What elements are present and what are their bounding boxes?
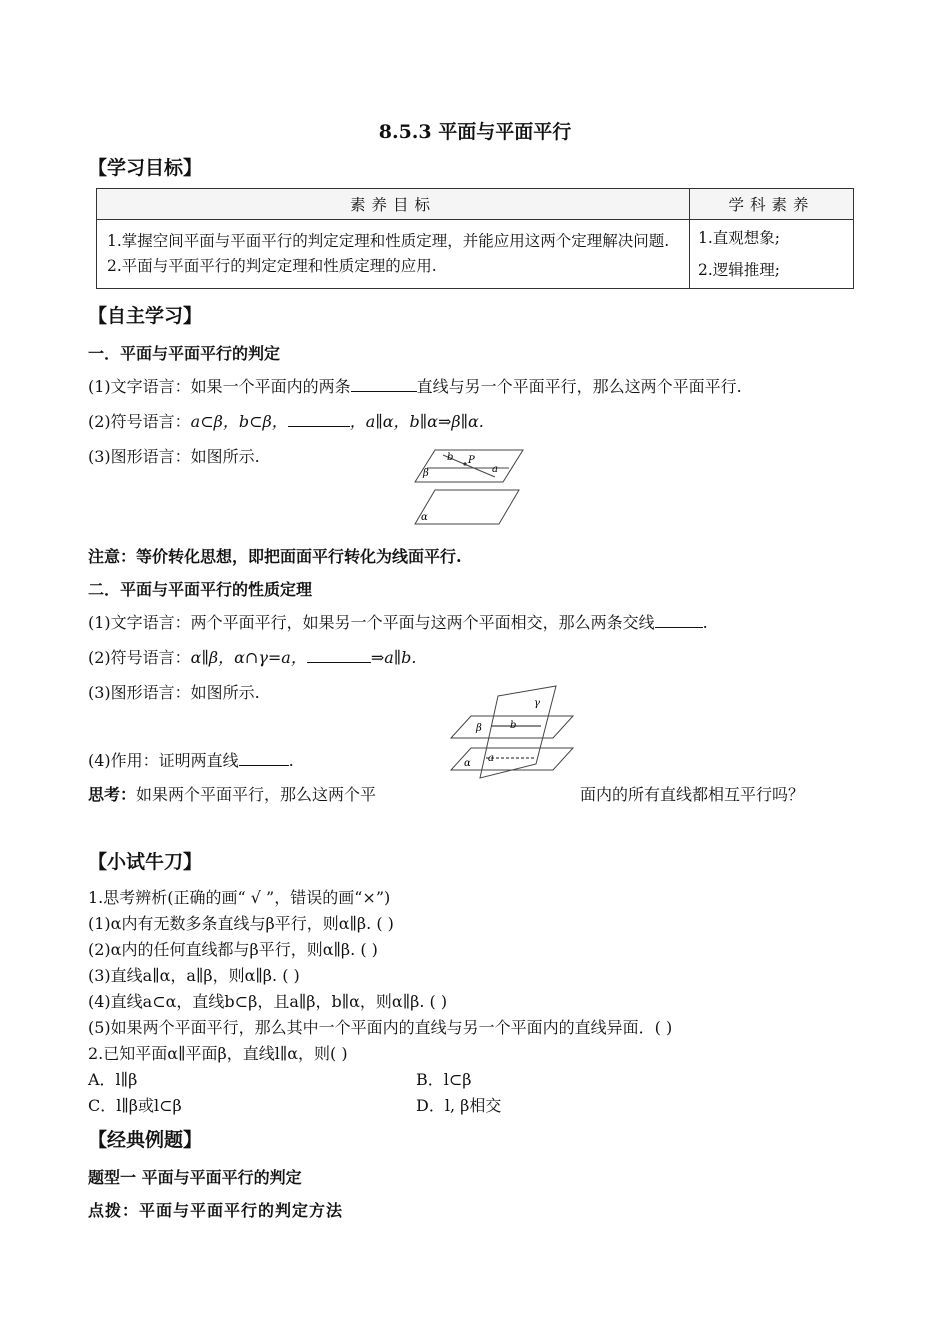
part2-think-continued: 面内的所有直线都相互平行吗？ — [580, 785, 805, 804]
label-alpha: α — [464, 758, 471, 769]
practice-q1-2: (2)α内的任何直线都与β平行，则α∥β. ( ) — [88, 940, 378, 959]
formula-segment: ⇒a∥b. — [370, 648, 417, 667]
part2-use — [88, 748, 294, 771]
formula-segment: a⊂β，b⊂β， — [190, 412, 288, 431]
text-segment: (2)符号语言： — [88, 648, 191, 667]
option-d: D．l, β相交 — [416, 1096, 502, 1115]
part2-think — [88, 782, 376, 805]
label-b: b — [447, 452, 454, 463]
part1-symbol-language — [88, 409, 484, 432]
label-p: P — [468, 455, 475, 466]
text-segment: . — [702, 613, 708, 632]
part1-text-language — [88, 374, 742, 397]
practice-q1-5: (5)如果两个平面平行，那么其中一个平面内的直线与另一个平面内的直线异面．( ) — [88, 1018, 673, 1037]
section-goals-heading: 【学习目标】 — [88, 157, 203, 179]
part1-note: 注意：等价转化思想，即把面面平行转化为线面平行. — [88, 547, 462, 566]
fill-blank[interactable] — [307, 647, 371, 663]
literacy-col-header: 学科素养 — [690, 189, 854, 220]
plane-intersection-figure — [446, 684, 576, 780]
fill-blank[interactable] — [288, 411, 350, 427]
example-type-1: 题型一 平面与平面平行的判定 — [88, 1168, 302, 1187]
literacy-cell — [690, 220, 854, 289]
part2-graph-language: (3)图形语言：如图所示. — [88, 683, 260, 702]
parallel-planes-figure — [405, 446, 530, 528]
point-p — [463, 462, 466, 465]
literacy-item-1: 1.直观想象; — [698, 229, 781, 247]
label-alpha: α — [421, 512, 428, 523]
practice-q2: 2.已知平面α∥平面β，直线l∥α，则( ) — [88, 1044, 348, 1063]
option-b: B．l⊂β — [416, 1070, 472, 1089]
goals-table — [96, 188, 854, 289]
goals-cell — [97, 220, 690, 289]
text-segment: (1)文字语言：两个平面平行，如果另一个平面与这两个平面相交，那么两条交线 — [88, 613, 655, 632]
fill-blank[interactable] — [351, 376, 417, 392]
literacy-item-2: 2.逻辑推理; — [698, 261, 781, 279]
text-segment: . — [288, 751, 294, 770]
page-title: 8.5.3 平面与平面平行 — [378, 121, 572, 143]
goal-item-1: 1.掌握空间平面与平面平行的判定定理和性质定理，并能应用这两个定理解决问题. — [107, 232, 670, 250]
option-a: A．l∥β — [88, 1070, 138, 1089]
think-label: 思考： — [88, 785, 137, 804]
practice-q1-1: (1)α内有无数多条直线与β平行，则α∥β. ( ) — [88, 914, 394, 933]
option-c: C．l∥β或l⊂β — [88, 1096, 182, 1115]
part2-heading: 二．平面与平面平行的性质定理 — [88, 580, 313, 599]
text-segment: 直线与另一个平面平行，那么这两个平面平行. — [416, 377, 742, 396]
formula-segment: α∥β，α∩γ=a， — [190, 648, 307, 667]
plane-gamma — [480, 686, 556, 778]
label-a: a — [488, 753, 494, 764]
fill-blank[interactable] — [239, 750, 289, 766]
label-beta: β — [476, 723, 482, 734]
example-tip: 点拨：平面与平面平行的判定方法 — [88, 1201, 344, 1220]
part1-heading: 一．平面与平面平行的判定 — [88, 344, 281, 363]
goals-col-header: 素养目标 — [97, 189, 690, 220]
label-a: a — [492, 464, 498, 475]
text-segment: 如果两个平面平行，那么这两个平 — [136, 785, 377, 804]
part2-text-language — [88, 610, 708, 633]
goal-item-2: 2.平面与平面平行的判定定理和性质定理的应用. — [107, 257, 437, 275]
text-segment: (2)符号语言： — [88, 412, 191, 431]
plane-alpha — [415, 490, 519, 524]
text-segment: (1)文字语言：如果一个平面内的两条 — [88, 377, 351, 396]
label-beta: β — [423, 468, 429, 479]
practice-q1-3: (3)直线a∥α，a∥β，则α∥β. ( ) — [88, 966, 300, 985]
practice-q1-4: (4)直线a⊂α，直线b⊂β，且a∥β，b∥α，则α∥β. ( ) — [88, 992, 448, 1011]
part2-symbol-language — [88, 645, 417, 668]
part1-graph-language: (3)图形语言：如图所示. — [88, 447, 260, 466]
formula-segment: ，a∥α，b∥α⇒β∥α. — [349, 412, 484, 431]
label-b: b — [510, 720, 517, 731]
section-examples-heading: 【经典例题】 — [88, 1129, 203, 1151]
fill-blank[interactable] — [655, 612, 703, 628]
section-practice-heading: 【小试牛刀】 — [88, 851, 203, 873]
section-self-study-heading: 【自主学习】 — [88, 305, 203, 327]
label-gamma: γ — [534, 698, 540, 709]
practice-q1: 1.思考辨析(正确的画“ √ ”，错误的画“×”) — [88, 888, 391, 907]
text-segment: (4)作用：证明两直线 — [88, 751, 239, 770]
